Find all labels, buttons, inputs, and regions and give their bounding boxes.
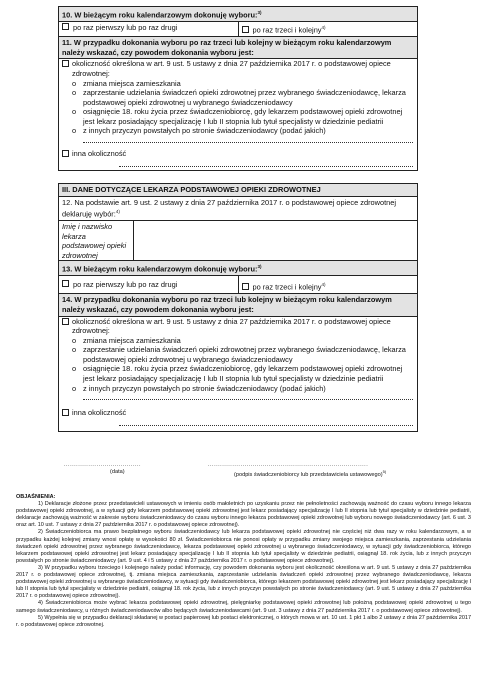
- note-5: 5) Wypełnia się w przypadku deklaracji składanej w postaci papierowej lub postaci elektronicznej, o których mowa w art. 10 ust. 1 pkt 1 albo 2 ustawy z dnia 27 października 2017 r. o podstawowej opiece zdrowotnej.: [16, 614, 471, 628]
- signature-field[interactable]: ...............................................................................: [208, 462, 369, 468]
- doctor-name-label: Imię i nazwisko lekarza podstawowej opieki zdrowotnej: [59, 221, 134, 260]
- q11-reason-field[interactable]: [83, 136, 413, 143]
- q14-sub-cessation[interactable]: o zaprzestanie udzielania świadczeń opieki zdrowotnej przez wybranego świadczeniodawcę, lekarza podstawowej opieki zdrowotnej u wybranego świadczeniodawcy: [72, 345, 406, 364]
- checkbox-icon[interactable]: [62, 150, 69, 157]
- circle-bullet-icon: o: [72, 383, 77, 393]
- checkbox-icon[interactable]: [62, 60, 69, 67]
- q14-option-other[interactable]: inna okoliczność: [59, 408, 417, 419]
- circle-bullet-icon: o: [72, 78, 77, 88]
- checkbox-icon[interactable]: [242, 26, 249, 33]
- note-4: 4) Świadczeniobiorca może wybrać lekarza podstawowej opieki zdrowotnej, pielęgniarkę podstawowej opieki zdrowotnej lub położną podstawowej opieki zdrowotnej u tego samego świadczeniodawcy, u różnych świadczeniodawców albo będących świadczeniodawcami (art. 9 ust. 3 ustawy z dnia 27 października 2017 r. o podstawowej opiece zdrowotnej).: [16, 600, 471, 614]
- q14-other-field[interactable]: [119, 419, 413, 426]
- q14-sub-other-reasons[interactable]: o z innych przyczyn powstałych po stronie świadczeniodawcy (podać jakich): [72, 383, 326, 393]
- q13-options: [59, 276, 417, 294]
- q11-sub-cessation[interactable]: o zaprzestanie udzielania świadczeń opieki zdrowotnej przez wybranego świadczeniodawcę, lekarza podstawowej opieki zdrowotnej u wybranego świadczeniodawcy: [72, 88, 406, 107]
- q11-option-other[interactable]: inna okoliczność: [59, 149, 417, 160]
- q11-other-field[interactable]: [119, 160, 413, 167]
- q10-option-first-second[interactable]: po raz pierwszy lub po raz drugi: [59, 22, 238, 36]
- circle-bullet-icon: o: [72, 126, 77, 136]
- circle-bullet-icon: o: [72, 364, 77, 374]
- checkbox-icon[interactable]: [242, 283, 249, 290]
- note-2: 2) Świadczeniobiorca ma prawo bezpłatnego wyboru świadczeniodawcy lub lekarza podstawowej opieki zdrowotnej nie częściej niż dwa razy w roku kalendarzowym, a w przypadku każdej kolejnej zmiany wnosi opłatę w wysokości 80 zł. Świadczeniobiorca nie ponosi opłaty w przypadku zmiany swojego miejsca zamieszkania, zaprzestania udzielania świadczeń opieki zdrowotnej przez wybranego świadczeniodawcę, lekarza podstawowej opieki zdrowotnej u wybranego świadczeniodawcy, w sytuacji gdy świadczeniobiorca, którego lekarzem podstawowej opieki zdrowotnej jest lekarz posiadający specjalizację I lub II stopnia lub tytuł specjalisty w dziedzinie pediatrii, osiągnął 18. rok życia, lub z innych przyczyn powstałych po stronie świadczeniodawcy (art. 9 ust. 4 i 5 ustawy z dnia 27 października 2017 r. o podstawowej opiece zdrowotnej).: [16, 529, 471, 564]
- explanations-heading: OBJAŚNIENIA:: [16, 494, 56, 500]
- doctor-choice-frame-1: [58, 6, 418, 171]
- q14-option-art9[interactable]: okoliczność określona w art. 9 ust. 5 ustawy z dnia 27 października 2017 r. o podstawowej opiece zdrowotnej:: [59, 317, 417, 336]
- q13-option-first-second[interactable]: po raz pierwszy lub po raz drugi: [59, 276, 238, 293]
- explanations: [16, 494, 471, 629]
- q13-heading: 13. W bieżącym roku kalendarzowym dokonuję wyboru:$^{3)}$: [59, 261, 417, 276]
- q11-heading: 11. W przypadku dokonania wyboru po raz trzeci lub kolejny w bieżącym roku kalendarzowym należy wskazać, czy powodem dokonania wyboru jest:: [59, 37, 417, 59]
- q12-text: 12. Na podstawie art. 9 ust. 2 ustawy z dnia 27 października 2017 r. o podstawowej opiece zdrowotnej deklaruję wybór:$^{4)}$: [59, 197, 417, 222]
- checkbox-icon[interactable]: [62, 280, 69, 287]
- note-1: 1) Deklaracje złożone przez przedstawicieli ustawowych w imieniu osób małoletnich po uzyskaniu przez nie pełnoletności zachowują ważność do czasu wyboru innego lekarza podstawowej opieki zdrowotnej, a w sytuacji gdy lekarzem podstawowej opieki zdrowotnej jest lekarz posiadający specjalizację I lub II stopnia lub tytuł specjalisty w dziedzinie pediatrii, deklaracje zachowują ważność w zakresie wyboru świadczeniodawcy do czasu wyboru innego lekarza podstawowej opieki zdrowotnej lub wyboru nowego świadczeniodawcy (art. 6 ust. 3 oraz art. 10 ust. 7 ustawy z dnia 27 października 2017 r. o podstawowej opiece zdrowotnej).: [16, 501, 471, 529]
- q10-options: [59, 22, 417, 37]
- doctor-name-field[interactable]: [134, 221, 417, 260]
- doctor-name-row: [59, 221, 417, 261]
- note-3: 3) W przypadku wyboru trzeciego i kolejnego należy podać informację, czy powodem dokonania wyboru jest okoliczność określona w art. 9 ust. 5 ustawy z dnia 27 października 2017 r. o podstawowej opiece zdrowotnej, tj. zmiana miejsca zamieszkania, zaprzestanie udzielania świadczeń opieki zdrowotnej przez wybranego świadczeniodawcę, lekarza podstawowej opieki zdrowotnej u wybranego świadczeniodawcy, w sytuacji gdy świadczeniobiorca, którego lekarzem podstawowej opieki zdrowotnej jest lekarz posiadający specjalizację I lub II stopnia lub tytuł specjalisty w dziedzinie pediatrii, osiągnął 18. rok życia, lub z innych przyczyn powstałych po stronie świadczeniodawcy (art. 9 ust. 5 ustawy z dnia 27 października 2017 r. o podstawowej opiece zdrowotnej).: [16, 564, 471, 600]
- circle-bullet-icon: o: [72, 345, 77, 355]
- signature-label: (podpis świadczeniobiorcy lub przedstawiciela ustawowego)$^{5)}$: [234, 469, 387, 478]
- q14-sub-age18[interactable]: o osiągnięcie 18. roku życia przez świadczeniobiorcę, gdy lekarzem podstawowej opieki zdrowotnej jest lekarz posiadający specjalizację I lub II stopnia lub tytuł specjalisty w dziedzinie pediatrii: [72, 364, 403, 384]
- q14-reason-field[interactable]: [83, 393, 413, 400]
- doctor-choice-frame-2: [58, 183, 418, 432]
- checkbox-icon[interactable]: [62, 318, 69, 325]
- circle-bullet-icon: o: [72, 107, 77, 117]
- circle-bullet-icon: o: [72, 335, 77, 345]
- q14-options: [59, 317, 417, 431]
- q10-heading: 10. W bieżącym roku kalendarzowym dokonuję wyboru:$^{3)}$: [59, 7, 417, 22]
- date-label: (data): [110, 469, 125, 475]
- q11-sub-age18[interactable]: o osiągnięcie 18. roku życia przez świadczeniobiorcę, gdy lekarzem podstawowej opieki zdrowotnej jest lekarz posiadający specjalizację I lub II stopnia lub tytuł specjalisty w dziedzinie pediatrii: [72, 107, 403, 126]
- q11-sub-residence[interactable]: o zmiana miejsca zamieszkania: [72, 78, 181, 88]
- q11-option-art9[interactable]: okoliczność określona w art. 9 ust. 5 ustawy z dnia 27 października 2017 r. o podstawowej opiece zdrowotnej:: [59, 59, 417, 78]
- circle-bullet-icon: o: [72, 88, 77, 98]
- q11-options: [59, 59, 417, 169]
- checkbox-icon[interactable]: [62, 23, 69, 30]
- checkbox-icon[interactable]: [62, 409, 69, 416]
- section-title: III. DANE DOTYCZĄCE LEKARZA PODSTAWOWEJ OPIEKI ZDROWOTNEJ: [59, 184, 417, 197]
- q13-option-third-more[interactable]: po raz trzeci i kolejny$^{4)}$: [238, 276, 418, 293]
- q10-option-third-more[interactable]: po raz trzeci i kolejny$^{4)}$: [238, 22, 418, 36]
- q11-sub-other-reasons[interactable]: o z innych przyczyn powstałych po stronie świadczeniodawcy (podać jakich): [72, 126, 326, 136]
- q14-sub-residence[interactable]: o zmiana miejsca zamieszkania: [72, 335, 181, 345]
- q14-heading: 14. W przypadku dokonania wyboru po raz trzeci lub kolejny w bieżącym roku kalendarzowym należy wskazać, czy powodem dokonania wyboru jest:: [59, 294, 417, 316]
- date-field[interactable]: ......................................: [64, 462, 142, 468]
